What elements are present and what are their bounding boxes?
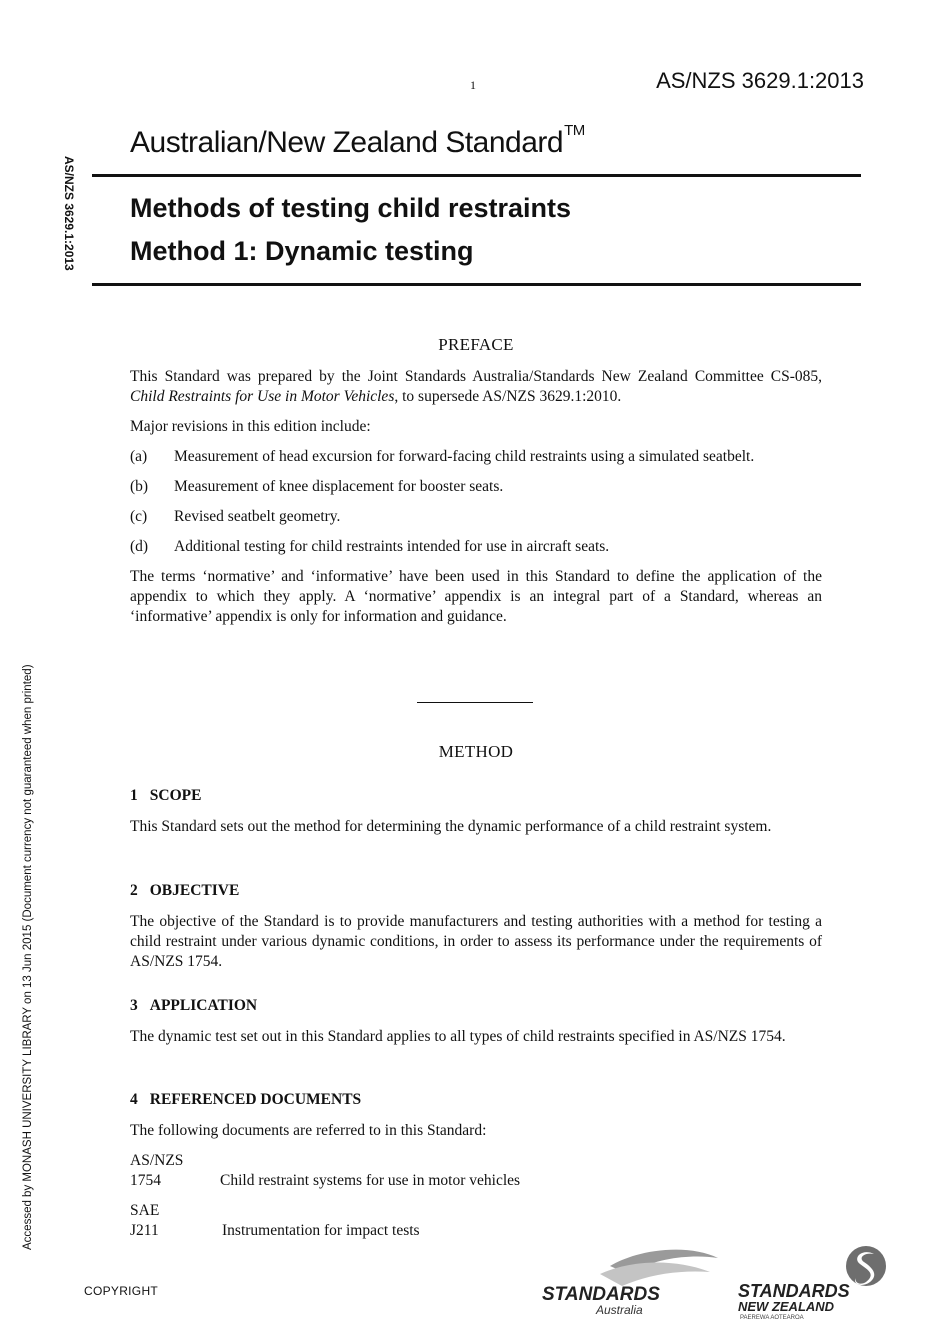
logo-nz-line3: PAEREWA AOTEAROA — [740, 1315, 804, 1320]
list-item-label: (c) — [130, 508, 148, 525]
logo-nz-line2: NEW ZEALAND — [738, 1299, 835, 1314]
list-item — [130, 537, 822, 557]
section-body: This Standard sets out the method for determining the dynamic performance of a child restraint system. — [130, 818, 772, 835]
section-number: 2 — [130, 882, 138, 899]
committee-name: Child Restraints for Use in Motor Vehicles — [130, 388, 395, 405]
reference-org: SAE — [130, 1202, 160, 1219]
section-heading — [130, 786, 822, 806]
document-title: Methods of testing child restraints — [130, 193, 572, 223]
list-item — [130, 447, 822, 467]
list-item — [130, 507, 822, 527]
revisions-list — [130, 447, 822, 557]
preface-intro-end: , to supersede AS/NZS 3629.1:2010. — [394, 388, 622, 405]
section-number: 3 — [130, 997, 138, 1014]
section-scope — [130, 786, 822, 837]
section-number: 4 — [130, 1091, 138, 1108]
list-item-text: Additional testing for child restraints intended for use in aircraft seats. — [174, 538, 610, 555]
copyright-notice: COPYRIGHT — [84, 1284, 159, 1298]
section-heading — [130, 996, 822, 1016]
section-body: The objective of the Standard is to provide manufacturers and testing authorities with a method for testing a child restraint under various dynamic conditions, in order to assess its performance under the requirements of AS/NZS 1754. — [130, 913, 822, 970]
list-item — [130, 477, 822, 497]
title-rule-bottom — [92, 283, 861, 286]
reference-row — [130, 1221, 520, 1241]
standards-australia-logo — [540, 1244, 720, 1316]
terms-paragraph: The terms ‘normative’ and ‘informative’ have been used in this Standard to define the application of the appendix to which they apply. A ‘normative’ appendix is an integral part of a Standard, whereas an ‘informative’ appendix is only for information and guidance. — [130, 568, 822, 625]
section-number: 1 — [130, 787, 138, 804]
section-objective — [130, 881, 822, 972]
preface-intro — [130, 367, 822, 407]
list-item-text: Revised seatbelt geometry. — [174, 508, 341, 525]
document-subtitle: Method 1: Dynamic testing — [130, 236, 474, 266]
page-number: 1 — [470, 78, 476, 92]
section-body: The dynamic test set out in this Standard applies to all types of child restraints specified in AS/NZS 1754. — [130, 1028, 786, 1045]
trademark-mark: TM — [564, 122, 585, 139]
section-title: REFERENCED DOCUMENTS — [149, 1091, 362, 1108]
section-heading — [130, 881, 822, 901]
access-notice: Accessed by MONASH UNIVERSITY LIBRARY on 13 Jun 2015 (Document currency not guaranteed when printed) — [22, 664, 34, 1250]
section-title: SCOPE — [149, 787, 202, 804]
section-application — [130, 996, 822, 1047]
list-item-label: (b) — [130, 478, 149, 495]
reference-title: Instrumentation for impact tests — [222, 1222, 420, 1239]
list-item-label: (a) — [130, 448, 148, 465]
section-title: APPLICATION — [149, 997, 258, 1014]
section-body: The following documents are referred to in this Standard: — [130, 1122, 487, 1139]
document-series-title — [130, 122, 585, 160]
side-standard-code: AS/NZS 3629.1:2013 — [62, 156, 76, 271]
logo-sa-line2: Australia — [596, 1303, 643, 1316]
revisions-intro: Major revisions in this edition include: — [130, 418, 371, 435]
preface-intro-start: This Standard was prepared by the Joint Standards Australia/Standards New Zealand Committee CS-085, — [130, 368, 822, 385]
list-item-label: (d) — [130, 538, 149, 555]
reference-code: J211 — [130, 1222, 159, 1239]
reference-code: 1754 — [130, 1172, 161, 1189]
logo-nz-line1: STANDARDS — [738, 1281, 850, 1301]
logo-sa-line1: STANDARDS — [542, 1284, 660, 1305]
standard-code: AS/NZS 3629.1:2013 — [656, 68, 864, 93]
reference-row — [130, 1171, 520, 1191]
reference-org: AS/NZS — [130, 1152, 184, 1169]
section-divider — [417, 702, 533, 703]
preface-body — [130, 367, 822, 627]
method-heading: METHOD — [438, 742, 514, 761]
reference-list — [130, 1151, 520, 1241]
section-references — [130, 1090, 822, 1141]
section-heading — [130, 1090, 822, 1110]
list-item-text: Measurement of knee displacement for booster seats. — [174, 478, 504, 495]
section-title: OBJECTIVE — [149, 882, 240, 899]
list-item-text: Measurement of head excursion for forward-facing child restraints using a simulated seatbelt. — [174, 448, 755, 465]
series-title-text: Australian/New Zealand Standard — [130, 126, 564, 159]
title-rule-top — [92, 174, 861, 177]
standards-new-zealand-logo — [736, 1244, 886, 1320]
reference-title: Child restraint systems for use in motor vehicles — [220, 1172, 521, 1189]
preface-heading: PREFACE — [438, 335, 514, 354]
